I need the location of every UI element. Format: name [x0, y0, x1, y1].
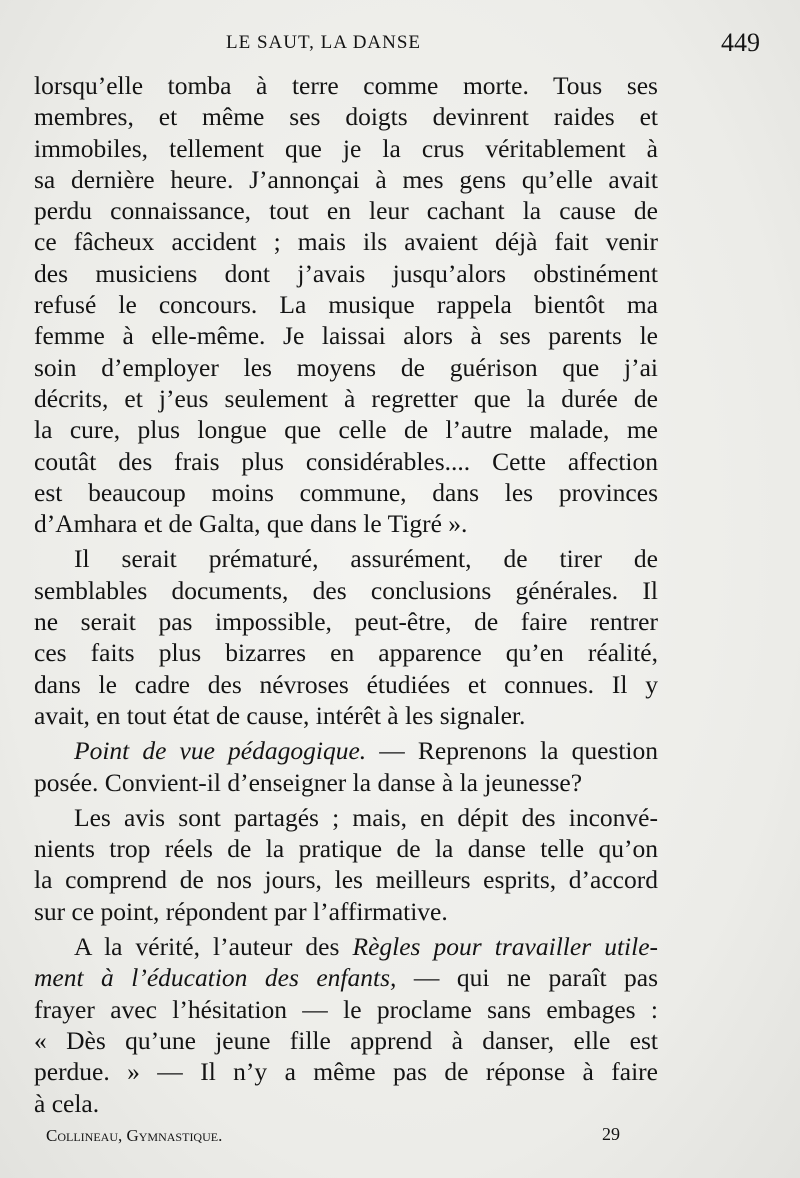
- text-line: frayer avec l’hésitation — le proclame sans embages :: [34, 994, 658, 1024]
- text-line: « Dès qu’une jeune fille apprend à danser, elle est: [34, 1025, 658, 1055]
- text-line: sa dernière heure. J’annonçai à mes gens qu’elle avait: [34, 164, 658, 194]
- text-line: d’Amhara et de Galta, que dans le Tigré ».: [34, 509, 468, 539]
- text-line: la comprend de nos jours, les meilleurs esprits, d’accord: [34, 865, 658, 895]
- text-line: Il serait prématuré, assurément, de tirer de: [74, 544, 658, 574]
- book-signature: Collineau, Gymnastique.: [46, 1126, 223, 1145]
- text-run: — qui ne paraît pas: [396, 963, 658, 993]
- paragraph-5: [34, 931, 658, 1119]
- page-header: [36, 30, 764, 66]
- paragraph-4: [34, 802, 658, 927]
- text-line: nients trop réels de la pratique de la danse telle qu’on: [34, 834, 658, 864]
- text-line: [34, 931, 658, 962]
- text-run: — Reprenons la question: [366, 736, 659, 766]
- text-line: femme à elle-même. Je laissai alors à ses parents le: [34, 321, 658, 351]
- sheet-number: 29: [602, 1124, 620, 1144]
- text-line: [34, 735, 658, 766]
- page-number: 449: [721, 28, 760, 57]
- text-line: avait, en tout état de cause, intérêt à les signaler.: [34, 700, 526, 730]
- text-line: des musiciens dont j’avais jusqu’alors obstinément: [34, 258, 658, 288]
- section-heading-italic: Point de vue pédagogique.: [74, 736, 367, 766]
- text-line: lorsqu’elle tomba à terre comme morte. Tous ses: [34, 71, 658, 100]
- text-line: perdu connaissance, tout en leur cachant la cause de: [34, 196, 658, 226]
- paragraph-3: [34, 735, 658, 798]
- text-line: la cure, plus longue que celle de l’autre malade, me: [34, 415, 658, 445]
- text-line: sur ce point, répondent par l’affirmative.: [34, 896, 448, 926]
- text-line: posée. Convient-il d’enseigner la danse à la jeunesse?: [34, 767, 583, 797]
- text-line: refusé le concours. La musique rappela bientôt ma: [34, 290, 658, 320]
- paragraph-1: [34, 70, 658, 539]
- text-line: dans le cadre des névroses étudiées et connues. Il y: [34, 669, 658, 699]
- book-title-italic: ment à l’éducation des enfants,: [34, 963, 397, 993]
- page-body: [34, 70, 658, 1119]
- book-title-italic: Règles pour travailler utile-: [352, 932, 659, 962]
- text-line: [34, 962, 658, 993]
- text-line: décrits, et j’eus seulement à regretter que la durée de: [34, 383, 658, 413]
- text-line: à cela.: [34, 1088, 100, 1118]
- paragraph-2: [34, 543, 658, 731]
- text-line: coutât des frais plus considérables.... Cette affection: [34, 446, 658, 476]
- text-line: ce fâcheux accident ; mais ils avaient déjà fait venir: [34, 227, 658, 257]
- text-line: immobiles, tellement que je la crus véritablement à: [34, 133, 658, 163]
- text-line: ne serait pas impossible, peut-être, de faire rentrer: [34, 607, 658, 637]
- text-line: semblables documents, des conclusions générales. Il: [34, 575, 658, 605]
- text-line: soin d’employer les moyens de guérison que j’ai: [34, 352, 658, 382]
- page-footer: [46, 1122, 620, 1152]
- text-run: A la vérité, l’auteur des: [74, 932, 353, 962]
- text-line: perdue. » — Il n’y a même pas de réponse à faire: [34, 1057, 658, 1087]
- text-line: est beaucoup moins commune, dans les provinces: [34, 477, 658, 507]
- running-title: LE SAUT, LA DANSE: [226, 32, 422, 53]
- text-line: Les avis sont partagés ; mais, en dépit des inconvé-: [74, 802, 658, 832]
- text-line: ces faits plus bizarres en apparence qu’en réalité,: [34, 638, 658, 668]
- text-line: membres, et même ses doigts devinrent raides et: [34, 102, 658, 132]
